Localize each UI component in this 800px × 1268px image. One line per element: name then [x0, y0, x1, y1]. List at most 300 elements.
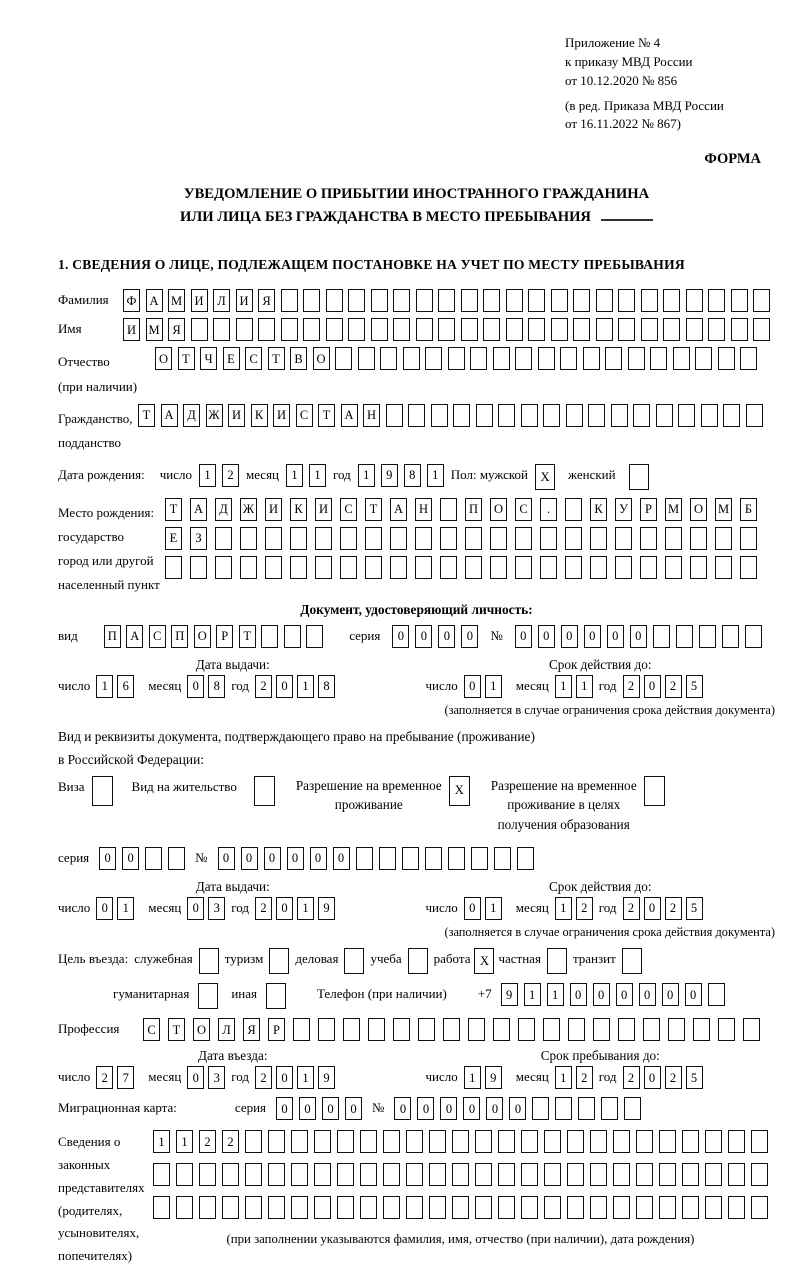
cell[interactable]: [751, 1196, 768, 1219]
cell[interactable]: [682, 1130, 699, 1153]
cell[interactable]: [337, 1196, 354, 1219]
cell[interactable]: [408, 948, 428, 974]
cell[interactable]: [461, 289, 478, 312]
cell[interactable]: [365, 556, 382, 579]
permit-valid-month-cells[interactable]: [555, 897, 593, 920]
cell[interactable]: 2: [576, 897, 593, 920]
permit-issue-day-cells[interactable]: [96, 897, 134, 920]
cell[interactable]: [215, 556, 232, 579]
cell[interactable]: [393, 318, 410, 341]
cell[interactable]: 1: [297, 897, 314, 920]
cell[interactable]: Т: [165, 498, 182, 521]
cell[interactable]: [383, 1163, 400, 1186]
cell[interactable]: [686, 289, 703, 312]
cell[interactable]: [686, 318, 703, 341]
cell[interactable]: 9: [318, 897, 335, 920]
cell[interactable]: [448, 347, 465, 370]
cell[interactable]: [379, 847, 396, 870]
cell[interactable]: [693, 1018, 710, 1041]
cell[interactable]: [705, 1196, 722, 1219]
cell[interactable]: 1: [485, 897, 502, 920]
cell[interactable]: М: [665, 498, 682, 521]
cell[interactable]: [708, 289, 725, 312]
cell[interactable]: [390, 527, 407, 550]
cell[interactable]: 0: [538, 625, 555, 648]
cell[interactable]: [416, 318, 433, 341]
cell[interactable]: К: [290, 498, 307, 521]
cell[interactable]: 0: [644, 1066, 661, 1089]
cell[interactable]: [640, 556, 657, 579]
cell[interactable]: 0: [322, 1097, 339, 1120]
cell[interactable]: О: [313, 347, 330, 370]
cell[interactable]: [406, 1163, 423, 1186]
cell[interactable]: [191, 318, 208, 341]
cell[interactable]: [715, 527, 732, 550]
cell[interactable]: [565, 498, 582, 521]
cell[interactable]: [659, 1196, 676, 1219]
cell[interactable]: А: [190, 498, 207, 521]
cell[interactable]: [268, 1163, 285, 1186]
cell[interactable]: [393, 1018, 410, 1041]
cell[interactable]: [611, 404, 628, 427]
birth-place-cells-row3[interactable]: [165, 556, 757, 579]
cell[interactable]: [521, 1130, 538, 1153]
cell[interactable]: 0: [685, 983, 702, 1006]
cell[interactable]: Е: [223, 347, 240, 370]
cell[interactable]: 8: [404, 464, 421, 487]
entry-day-cells[interactable]: [96, 1066, 134, 1089]
cell[interactable]: Т: [168, 1018, 185, 1041]
cell[interactable]: [538, 347, 555, 370]
cell[interactable]: [293, 1018, 310, 1041]
patronymic-cells[interactable]: [155, 347, 757, 370]
cell[interactable]: 1: [464, 1066, 481, 1089]
cell[interactable]: [281, 289, 298, 312]
cell[interactable]: [483, 318, 500, 341]
cell[interactable]: О: [155, 347, 172, 370]
cell[interactable]: [743, 1018, 760, 1041]
cell[interactable]: [281, 318, 298, 341]
cell[interactable]: [551, 289, 568, 312]
edu-permit-checkbox[interactable]: [644, 776, 665, 806]
cell[interactable]: [745, 625, 762, 648]
cell[interactable]: [475, 1163, 492, 1186]
cell[interactable]: [682, 1163, 699, 1186]
cell[interactable]: [470, 347, 487, 370]
birth-place-cells-row2[interactable]: [165, 527, 757, 550]
cell[interactable]: [402, 847, 419, 870]
cell[interactable]: [452, 1196, 469, 1219]
doc-issue-year-cells[interactable]: [255, 675, 335, 698]
stay-month-cells[interactable]: [555, 1066, 593, 1089]
cell[interactable]: [540, 527, 557, 550]
cell[interactable]: [588, 404, 605, 427]
cell[interactable]: [718, 1018, 735, 1041]
cell[interactable]: И: [123, 318, 140, 341]
permit-issue-month-cells[interactable]: [187, 897, 225, 920]
cell[interactable]: Т: [268, 347, 285, 370]
cell[interactable]: [540, 556, 557, 579]
permit-valid-year-cells[interactable]: [623, 897, 703, 920]
cell[interactable]: 0: [509, 1097, 526, 1120]
cell[interactable]: [590, 527, 607, 550]
cell[interactable]: Ч: [200, 347, 217, 370]
cell[interactable]: [498, 1196, 515, 1219]
cell[interactable]: [565, 527, 582, 550]
cell[interactable]: [532, 1097, 549, 1120]
birth-day-cells[interactable]: [199, 464, 239, 487]
cell[interactable]: [318, 1018, 335, 1041]
cell[interactable]: [360, 1130, 377, 1153]
purpose-business-checkbox[interactable]: [344, 948, 364, 974]
cell[interactable]: [258, 318, 275, 341]
cell[interactable]: [596, 318, 613, 341]
cell[interactable]: [314, 1163, 331, 1186]
cell[interactable]: 2: [665, 675, 682, 698]
cell[interactable]: [578, 1097, 595, 1120]
cell[interactable]: [337, 1163, 354, 1186]
cell[interactable]: 2: [255, 1066, 272, 1089]
cell[interactable]: [695, 347, 712, 370]
cell[interactable]: 0: [187, 897, 204, 920]
cell[interactable]: 2: [255, 675, 272, 698]
migration-number-cells[interactable]: [394, 1097, 641, 1120]
cell[interactable]: 0: [662, 983, 679, 1006]
cell[interactable]: [701, 404, 718, 427]
cell[interactable]: [543, 404, 560, 427]
cell[interactable]: [699, 625, 716, 648]
cell[interactable]: [245, 1130, 262, 1153]
cell[interactable]: Т: [318, 404, 335, 427]
cell[interactable]: [590, 556, 607, 579]
citizenship-cells[interactable]: [138, 404, 763, 427]
permit-number-cells[interactable]: [218, 847, 534, 870]
birth-month-cells[interactable]: [286, 464, 326, 487]
cell[interactable]: П: [104, 625, 121, 648]
cell[interactable]: [517, 847, 534, 870]
purpose-other-checkbox[interactable]: [266, 983, 286, 1009]
cell[interactable]: [153, 1196, 170, 1219]
cell[interactable]: 0: [584, 625, 601, 648]
cell[interactable]: Я: [243, 1018, 260, 1041]
cell[interactable]: [656, 404, 673, 427]
cell[interactable]: [663, 318, 680, 341]
cell[interactable]: 0: [345, 1097, 362, 1120]
cell[interactable]: 1: [547, 983, 564, 1006]
cell[interactable]: [199, 1196, 216, 1219]
cell[interactable]: 0: [486, 1097, 503, 1120]
cell[interactable]: 0: [276, 1097, 293, 1120]
cell[interactable]: 0: [464, 675, 481, 698]
cell[interactable]: [636, 1196, 653, 1219]
cell[interactable]: С: [296, 404, 313, 427]
cell[interactable]: 2: [623, 1066, 640, 1089]
cell[interactable]: [340, 556, 357, 579]
cell[interactable]: [443, 1018, 460, 1041]
cell[interactable]: [176, 1163, 193, 1186]
cell[interactable]: 0: [264, 847, 281, 870]
cell[interactable]: [493, 347, 510, 370]
cell[interactable]: 1: [297, 1066, 314, 1089]
cell[interactable]: [452, 1163, 469, 1186]
cell[interactable]: [573, 318, 590, 341]
surname-cells[interactable]: [123, 289, 770, 312]
cell[interactable]: [438, 289, 455, 312]
cell[interactable]: 0: [392, 625, 409, 648]
cell[interactable]: [605, 347, 622, 370]
cell[interactable]: 1: [555, 1066, 572, 1089]
cell[interactable]: Л: [213, 289, 230, 312]
cell[interactable]: [403, 347, 420, 370]
cell[interactable]: 0: [187, 675, 204, 698]
cell[interactable]: О: [490, 498, 507, 521]
cell[interactable]: [261, 625, 278, 648]
cell[interactable]: Ж: [240, 498, 257, 521]
cell[interactable]: [425, 847, 442, 870]
cell[interactable]: 0: [276, 675, 293, 698]
cell[interactable]: [650, 347, 667, 370]
cell[interactable]: X: [474, 948, 494, 974]
cell[interactable]: 9: [501, 983, 518, 1006]
cell[interactable]: [728, 1196, 745, 1219]
cell[interactable]: [213, 318, 230, 341]
cell[interactable]: [678, 404, 695, 427]
doc-valid-year-cells[interactable]: [623, 675, 703, 698]
cell[interactable]: М: [146, 318, 163, 341]
cell[interactable]: 0: [461, 625, 478, 648]
cell[interactable]: [429, 1130, 446, 1153]
cell[interactable]: А: [341, 404, 358, 427]
cell[interactable]: [290, 556, 307, 579]
cell[interactable]: [628, 347, 645, 370]
cell[interactable]: 0: [561, 625, 578, 648]
cell[interactable]: [629, 464, 649, 490]
cell[interactable]: Б: [740, 498, 757, 521]
cell[interactable]: [335, 347, 352, 370]
cell[interactable]: [633, 404, 650, 427]
cell[interactable]: 0: [639, 983, 656, 1006]
cell[interactable]: [418, 1018, 435, 1041]
cell[interactable]: Р: [268, 1018, 285, 1041]
cell[interactable]: 0: [593, 983, 610, 1006]
cell[interactable]: [340, 527, 357, 550]
cell[interactable]: [476, 404, 493, 427]
cell[interactable]: С: [143, 1018, 160, 1041]
cell[interactable]: [438, 318, 455, 341]
cell[interactable]: [356, 847, 373, 870]
cell[interactable]: [565, 556, 582, 579]
cell[interactable]: М: [715, 498, 732, 521]
cell[interactable]: 0: [607, 625, 624, 648]
cell[interactable]: О: [690, 498, 707, 521]
cell[interactable]: [718, 347, 735, 370]
cell[interactable]: [268, 1196, 285, 1219]
cell[interactable]: [653, 625, 670, 648]
cell[interactable]: [406, 1196, 423, 1219]
stay-day-cells[interactable]: [464, 1066, 502, 1089]
cell[interactable]: 5: [686, 1066, 703, 1089]
cell[interactable]: [746, 404, 763, 427]
purpose-study-checkbox[interactable]: [408, 948, 428, 974]
cell[interactable]: [722, 625, 739, 648]
permit-issue-year-cells[interactable]: [255, 897, 335, 920]
cell[interactable]: А: [126, 625, 143, 648]
cell[interactable]: [415, 527, 432, 550]
cell[interactable]: [659, 1163, 676, 1186]
cell[interactable]: [358, 347, 375, 370]
cell[interactable]: [461, 318, 478, 341]
cell[interactable]: 0: [616, 983, 633, 1006]
cell[interactable]: И: [228, 404, 245, 427]
cell[interactable]: [471, 847, 488, 870]
cell[interactable]: С: [245, 347, 262, 370]
cell[interactable]: X: [449, 776, 470, 806]
cell[interactable]: [465, 556, 482, 579]
phone-cells[interactable]: [501, 983, 725, 1006]
cell[interactable]: [429, 1196, 446, 1219]
cell[interactable]: 0: [570, 983, 587, 1006]
cell[interactable]: [215, 527, 232, 550]
cell[interactable]: [515, 556, 532, 579]
cell[interactable]: [240, 556, 257, 579]
cell[interactable]: [615, 527, 632, 550]
cell[interactable]: [429, 1163, 446, 1186]
cell[interactable]: [705, 1163, 722, 1186]
cell[interactable]: [583, 347, 600, 370]
cell[interactable]: [494, 847, 511, 870]
purpose-official-checkbox[interactable]: [199, 948, 219, 974]
migration-series-cells[interactable]: [276, 1097, 362, 1120]
doc-series-cells[interactable]: [392, 625, 478, 648]
cell[interactable]: 1: [96, 675, 113, 698]
cell[interactable]: 0: [464, 897, 481, 920]
cell[interactable]: 1: [176, 1130, 193, 1153]
cell[interactable]: 1: [427, 464, 444, 487]
doc-number-cells[interactable]: [515, 625, 762, 648]
cell[interactable]: [590, 1196, 607, 1219]
cell[interactable]: Я: [168, 318, 185, 341]
cell[interactable]: [198, 983, 218, 1009]
cell[interactable]: Р: [640, 498, 657, 521]
profession-cells[interactable]: [143, 1018, 760, 1041]
cell[interactable]: [753, 318, 770, 341]
birth-place-cells-row1[interactable]: [165, 498, 757, 521]
cell[interactable]: [468, 1018, 485, 1041]
cell[interactable]: [665, 527, 682, 550]
cell[interactable]: [731, 318, 748, 341]
cell[interactable]: А: [161, 404, 178, 427]
cell[interactable]: [360, 1196, 377, 1219]
cell[interactable]: [408, 404, 425, 427]
cell[interactable]: С: [149, 625, 166, 648]
cell[interactable]: [521, 1163, 538, 1186]
doc-valid-month-cells[interactable]: [555, 675, 593, 698]
cell[interactable]: [315, 556, 332, 579]
cell[interactable]: [753, 289, 770, 312]
cell[interactable]: [240, 527, 257, 550]
cell[interactable]: 9: [318, 1066, 335, 1089]
cell[interactable]: Т: [365, 498, 382, 521]
cell[interactable]: [168, 847, 185, 870]
cell[interactable]: [613, 1130, 630, 1153]
cell[interactable]: [383, 1196, 400, 1219]
cell[interactable]: [265, 527, 282, 550]
cell[interactable]: 0: [394, 1097, 411, 1120]
guardians-cells-row1[interactable]: [153, 1130, 768, 1153]
cell[interactable]: [348, 318, 365, 341]
cell[interactable]: 9: [381, 464, 398, 487]
cell[interactable]: [440, 556, 457, 579]
doc-issue-day-cells[interactable]: [96, 675, 134, 698]
cell[interactable]: 3: [208, 1066, 225, 1089]
cell[interactable]: [659, 1130, 676, 1153]
cell[interactable]: [498, 1163, 515, 1186]
cell[interactable]: 0: [630, 625, 647, 648]
cell[interactable]: 0: [122, 847, 139, 870]
cell[interactable]: [291, 1130, 308, 1153]
cell[interactable]: [708, 983, 725, 1006]
cell[interactable]: И: [273, 404, 290, 427]
cell[interactable]: [383, 1130, 400, 1153]
cell[interactable]: [668, 1018, 685, 1041]
cell[interactable]: [521, 1196, 538, 1219]
cell[interactable]: 0: [218, 847, 235, 870]
cell[interactable]: 6: [117, 675, 134, 698]
cell[interactable]: Я: [258, 289, 275, 312]
cell[interactable]: [199, 1163, 216, 1186]
name-cells[interactable]: [123, 318, 770, 341]
permit-series-cells[interactable]: [99, 847, 185, 870]
cell[interactable]: [254, 776, 275, 806]
cell[interactable]: Л: [218, 1018, 235, 1041]
cell[interactable]: 2: [623, 675, 640, 698]
cell[interactable]: [490, 556, 507, 579]
doc-issue-month-cells[interactable]: [187, 675, 225, 698]
cell[interactable]: [715, 556, 732, 579]
cell[interactable]: [593, 1018, 610, 1041]
cell[interactable]: [303, 318, 320, 341]
cell[interactable]: [165, 556, 182, 579]
cell[interactable]: [498, 1130, 515, 1153]
cell[interactable]: [406, 1130, 423, 1153]
cell[interactable]: [740, 527, 757, 550]
cell[interactable]: К: [590, 498, 607, 521]
cell[interactable]: [543, 1018, 560, 1041]
cell[interactable]: [644, 776, 665, 806]
cell[interactable]: Д: [215, 498, 232, 521]
cell[interactable]: [290, 527, 307, 550]
cell[interactable]: 0: [299, 1097, 316, 1120]
purpose-transit-checkbox[interactable]: [622, 948, 642, 974]
cell[interactable]: [453, 404, 470, 427]
cell[interactable]: 2: [255, 897, 272, 920]
cell[interactable]: X: [535, 464, 555, 490]
cell[interactable]: [723, 404, 740, 427]
residence-permit-checkbox[interactable]: [254, 776, 275, 806]
cell[interactable]: [268, 1130, 285, 1153]
cell[interactable]: [371, 318, 388, 341]
cell[interactable]: [601, 1097, 618, 1120]
cell[interactable]: [751, 1163, 768, 1186]
cell[interactable]: 1: [555, 675, 572, 698]
cell[interactable]: 2: [623, 897, 640, 920]
cell[interactable]: Е: [165, 527, 182, 550]
cell[interactable]: [590, 1130, 607, 1153]
cell[interactable]: 1: [358, 464, 375, 487]
cell[interactable]: У: [615, 498, 632, 521]
cell[interactable]: 7: [117, 1066, 134, 1089]
cell[interactable]: 0: [515, 625, 532, 648]
